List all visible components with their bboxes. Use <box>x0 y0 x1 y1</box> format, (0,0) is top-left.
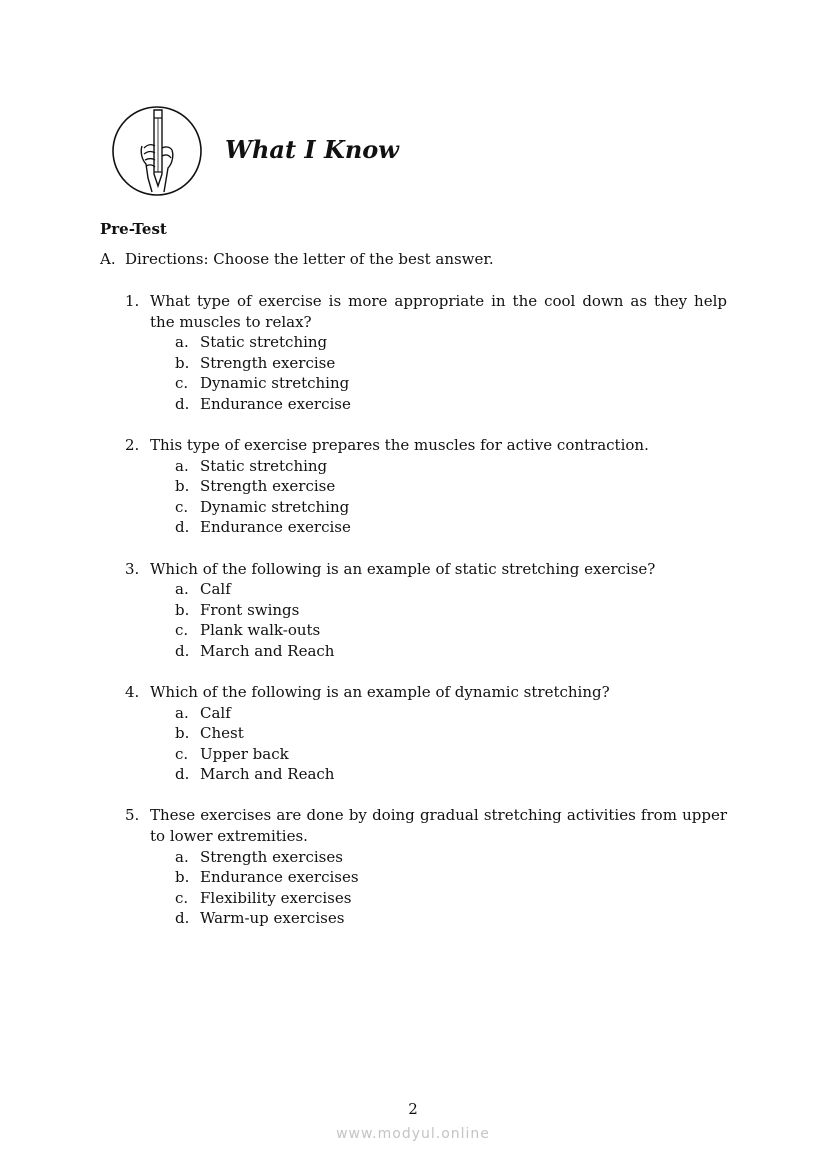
option-item <box>175 908 727 929</box>
option-letter: b. <box>175 600 190 619</box>
option-item <box>175 703 727 724</box>
option-text: Endurance exercise <box>200 394 351 413</box>
option-letter: b. <box>175 353 190 372</box>
option-item <box>175 744 727 765</box>
option-item <box>175 373 727 394</box>
question-text: Which of the following is an example of dynamic stretching? <box>150 683 610 701</box>
option-letter: d. <box>175 641 190 660</box>
option-item <box>175 600 727 621</box>
option-text: Dynamic stretching <box>200 374 350 393</box>
option-list <box>125 703 727 785</box>
option-item <box>175 620 727 641</box>
option-text: Chest <box>200 724 244 743</box>
question-item <box>125 291 727 415</box>
question-number: 1. <box>125 292 140 310</box>
question-number: 2. <box>125 436 140 455</box>
option-text: Endurance exercises <box>200 868 359 887</box>
option-list <box>125 332 727 414</box>
question-text: What type of exercise is more appropriate in the cool down as they help the muscles to relax? <box>150 292 727 331</box>
option-letter: a. <box>175 333 189 352</box>
option-item <box>175 888 727 909</box>
option-letter: a. <box>175 456 189 475</box>
option-text: Calf <box>200 703 231 722</box>
option-item <box>175 497 727 518</box>
option-letter: b. <box>175 724 190 743</box>
option-list <box>125 847 727 929</box>
question-list <box>125 291 727 950</box>
option-letter: a. <box>175 847 189 866</box>
option-text: Static stretching <box>200 456 328 475</box>
question-text: This type of exercise prepares the muscles for active contraction. <box>150 436 649 455</box>
option-text: Strength exercise <box>200 477 336 496</box>
option-item <box>175 641 727 662</box>
question-item <box>125 559 727 662</box>
watermark: www.modyul.online <box>336 1126 490 1142</box>
option-letter: c. <box>175 621 189 640</box>
question-number: 4. <box>125 683 140 701</box>
option-letter: a. <box>175 580 189 599</box>
question-number: 3. <box>125 559 140 578</box>
question-item <box>125 682 727 785</box>
option-letter: b. <box>175 477 190 496</box>
option-item <box>175 579 727 600</box>
option-item <box>175 332 727 353</box>
option-text: March and Reach <box>200 641 335 660</box>
question-number: 5. <box>125 806 140 825</box>
option-list <box>125 579 727 661</box>
option-item <box>175 476 727 497</box>
directions-text: Directions: Choose the letter of the best answer. <box>125 250 494 268</box>
section-label: Pre-Test <box>100 220 167 238</box>
question-text: These exercises are done by doing gradual stretching activities from upper to lower extremities. <box>150 806 727 846</box>
question-text: Which of the following is an example of static stretching exercise? <box>150 559 656 578</box>
option-text: Strength exercises <box>200 847 343 866</box>
option-item <box>175 867 727 888</box>
option-text: Endurance exercise <box>200 518 351 537</box>
option-item <box>175 847 727 868</box>
hand-holding-pencil-icon <box>112 106 202 196</box>
option-text: Flexibility exercises <box>200 888 352 907</box>
option-text: March and Reach <box>200 765 335 784</box>
option-text: Front swings <box>200 600 300 619</box>
option-text: Warm-up exercises <box>200 909 345 928</box>
question-item <box>125 805 727 929</box>
option-letter: d. <box>175 394 190 413</box>
option-letter: c. <box>175 744 189 763</box>
option-item <box>175 517 727 538</box>
option-item <box>175 353 727 374</box>
option-item <box>175 723 727 744</box>
option-item <box>175 764 727 785</box>
option-list <box>125 456 727 538</box>
directions <box>100 250 494 268</box>
option-item <box>175 394 727 415</box>
option-text: Static stretching <box>200 333 328 352</box>
option-text: Calf <box>200 580 231 599</box>
option-text: Dynamic stretching <box>200 497 350 516</box>
option-letter: c. <box>175 888 189 907</box>
option-letter: c. <box>175 374 189 393</box>
page-title: What I Know <box>225 135 399 164</box>
option-letter: d. <box>175 518 190 537</box>
option-letter: d. <box>175 909 190 928</box>
question-item <box>125 435 727 538</box>
option-letter: a. <box>175 703 189 722</box>
option-letter: d. <box>175 765 190 784</box>
directions-letter: A. <box>100 250 116 268</box>
page-number: 2 <box>408 1100 418 1118</box>
option-text: Upper back <box>200 744 289 763</box>
option-item <box>175 456 727 477</box>
option-letter: b. <box>175 868 190 887</box>
option-text: Plank walk-outs <box>200 621 321 640</box>
option-text: Strength exercise <box>200 353 336 372</box>
option-letter: c. <box>175 497 189 516</box>
